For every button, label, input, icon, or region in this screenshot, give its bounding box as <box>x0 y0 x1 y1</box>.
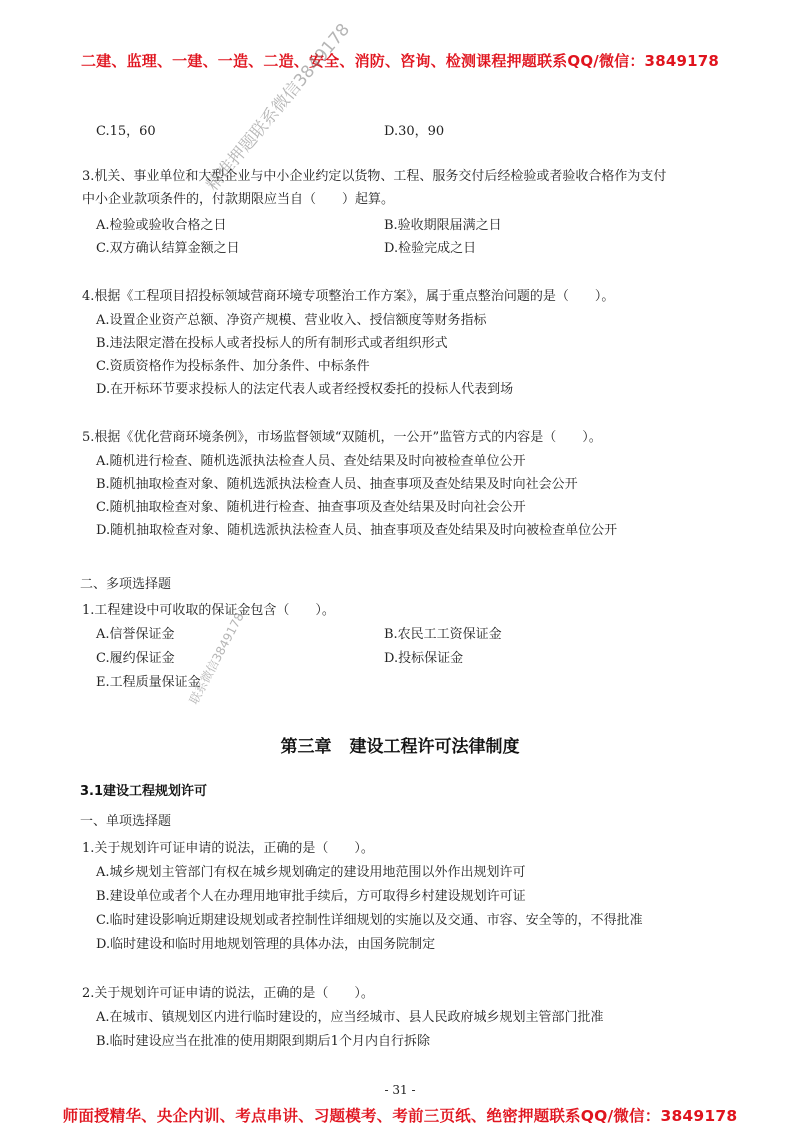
s1-stem: 1.关于规划许可证申请的说法，正确的是（ ）。 <box>82 841 374 856</box>
s2-stem: 2.关于规划许可证申请的说法，正确的是（ ）。 <box>82 986 374 1001</box>
q4-option-c: C.资质资格作为投标条件、加分条件、中标条件 <box>96 359 370 374</box>
q5-option-d: D.随机抽取检查对象、随机选派执法检查人员、抽查事项及查处结果及时向被检查单位公开 <box>96 523 618 538</box>
multi-choice-heading: 二、多项选择题 <box>80 577 172 592</box>
s1-option-a: A.城乡规划主管部门有权在城乡规划确定的建设用地范围以外作出规划许可 <box>96 865 526 880</box>
q3-stem-line2: 中小企业款项条件的，付款期限应当自（ ）起算。 <box>82 192 395 207</box>
m1-stem: 1.工程建设中可收取的保证金包含（ ）。 <box>82 603 335 618</box>
single-choice-heading: 一、单项选择题 <box>80 814 172 829</box>
q3-stem-line1: 3.机关、事业单位和大型企业与中小企业约定以货物、工程、服务交付后经检验或者验收合格作为支付 <box>82 169 667 184</box>
header-banner: 二建、监理、一建、一造、二造、安全、消防、咨询、检测课程押题联系QQ/微信：3849178 <box>80 52 720 70</box>
q3-option-c: C.双方确认结算金额之日 <box>96 241 240 256</box>
s1-option-d: D.临时建设和临时用地规划管理的具体办法，由国务院制定 <box>96 937 436 952</box>
page-number: - 31 - <box>384 1083 416 1097</box>
prev-option-d: D.30，90 <box>384 124 445 139</box>
q4-option-d: D.在开标环节要求投标人的法定代表人或者经授权委托的投标人代表到场 <box>96 382 514 397</box>
m1-option-e: E.工程质量保证金 <box>96 675 201 690</box>
q4-option-a: A.设置企业资产总额、净资产规模、营业收入、授信额度等财务指标 <box>96 313 487 328</box>
prev-option-c: C.15，60 <box>96 124 156 139</box>
m1-option-c: C.履约保证金 <box>96 651 175 666</box>
chapter-title: 建设工程许可法律制度 <box>349 737 520 757</box>
m1-option-a: A.信誉保证金 <box>96 627 175 642</box>
s1-option-c: C.临时建设影响近期建设规划或者控制性详细规划的实施以及交通、市容、安全等的，不得批准 <box>96 913 643 928</box>
footer-banner: 师面授精华、央企内训、考点串讲、习题模考、考前三页纸、绝密押题联系QQ/微信：3849178 <box>62 1107 738 1125</box>
q3-option-d: D.检验完成之日 <box>384 241 477 256</box>
chapter-heading <box>0 732 800 757</box>
section-heading: 3.1建设工程规划许可 <box>80 784 208 799</box>
watermark-diagonal-middle: 联系微信3849178 <box>186 610 247 707</box>
q5-stem: 5.根据《优化营商环境条例》，市场监督领域“双随机，一公开”监管方式的内容是（ ）。 <box>82 430 602 445</box>
q5-option-b: B.随机抽取检查对象、随机选派执法检查人员、抽查事项及查处结果及时向社会公开 <box>96 477 578 492</box>
q5-option-a: A.随机进行检查、随机选派执法检查人员、查处结果及时向被检查单位公开 <box>96 454 526 469</box>
s2-option-b: B.临时建设应当在批准的使用期限到期后1个月内自行拆除 <box>96 1034 430 1049</box>
s2-option-a: A.在城市、镇规划区内进行临时建设的，应当经城市、县人民政府城乡规划主管部门批准 <box>96 1010 604 1025</box>
watermark-diagonal-top: 精准押题联系微信3849178 <box>202 19 355 195</box>
chapter-number: 第三章 <box>280 737 332 757</box>
q3-option-b: B.验收期限届满之日 <box>384 218 502 233</box>
q5-option-c: C.随机抽取检查对象、随机进行检查、抽查事项及查处结果及时向社会公开 <box>96 500 526 515</box>
q3-option-a: A.检验或验收合格之日 <box>96 218 227 233</box>
m1-option-b: B.农民工工资保证金 <box>384 627 502 642</box>
m1-option-d: D.投标保证金 <box>384 651 464 666</box>
q4-stem: 4.根据《工程项目招投标领域营商环境专项整治工作方案》，属于重点整治问题的是（ ）。 <box>82 289 615 304</box>
s1-option-b: B.建设单位或者个人在办理用地审批手续后，方可取得乡村建设规划许可证 <box>96 889 526 904</box>
q4-option-b: B.违法限定潜在投标人或者投标人的所有制形式或者组织形式 <box>96 336 448 351</box>
